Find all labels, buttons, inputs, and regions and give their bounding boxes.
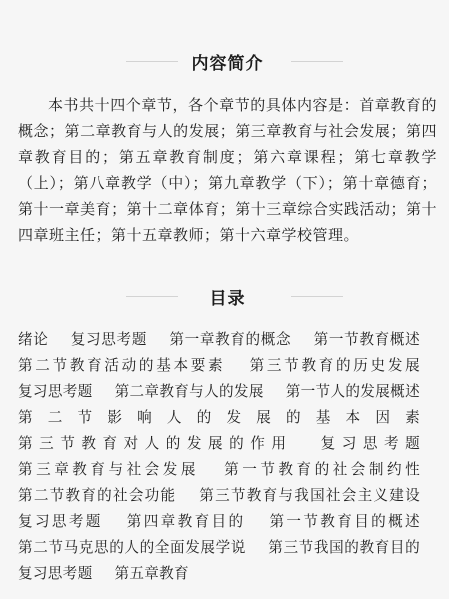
divider-line-right: [291, 61, 343, 62]
toc-entry[interactable]: 第三节教育的历史发展: [249, 357, 420, 374]
toc-entry[interactable]: 复习思考题: [18, 565, 93, 582]
toc-entry[interactable]: 复习思考题: [320, 435, 420, 452]
divider-line-left: [126, 61, 178, 62]
toc-entry[interactable]: 复习思考题: [18, 513, 103, 530]
toc-entry[interactable]: 第二节教育的社会功能: [18, 487, 177, 504]
toc-entry[interactable]: 第三节教育对人的发展的作用: [18, 435, 293, 452]
divider-line-right: [291, 296, 343, 297]
toc-entry[interactable]: 第二章教育与人的发展: [114, 383, 264, 400]
toc-entry[interactable]: 第三章教育与社会发展: [18, 461, 199, 478]
toc-entry[interactable]: 第四章教育目的: [126, 513, 246, 530]
toc-entry[interactable]: 第一节教育概述: [313, 331, 420, 348]
toc-entry[interactable]: 第三节我国的教育目的: [268, 539, 420, 556]
toc-entry[interactable]: 第二节教育活动的基本要素: [18, 357, 226, 374]
toc-entry[interactable]: 第二节影响人的发展的基本因素: [18, 409, 420, 426]
toc-entry[interactable]: 复习思考题: [18, 383, 93, 400]
toc-entry[interactable]: 第一章教育的概念: [169, 331, 292, 348]
intro-section-header: [18, 49, 437, 73]
toc-entry[interactable]: 第五章教育: [114, 565, 189, 582]
toc-section-header: [18, 284, 437, 308]
page-edge: [449, 0, 465, 599]
intro-title: 内容简介: [191, 53, 264, 74]
toc-entry[interactable]: 绪论: [18, 331, 49, 348]
intro-text: 本书共十四个章节，各个章节的具体内容是：首章教育的概念；第二章教育与人的发展；第三章教育与社会发展；第四章教育目的；第五章教育制度；第六章课程；第七章教学（上）；第八章教学（中）；第九章教学（下）；第十章德育；第十一章美育；第十二章体育；第十三章综合实践活动；第十四章班主任；第十五章教师；第十六章学校管理。: [18, 96, 437, 244]
toc-entry[interactable]: 第一节人的发展概述: [285, 383, 420, 400]
toc-entry[interactable]: 第二节马克思的人的全面发展学说: [18, 539, 247, 556]
toc-entry[interactable]: 第三节教育与我国社会主义建设: [199, 487, 420, 504]
toc-entry[interactable]: 第一节教育目的概述: [269, 513, 420, 530]
toc-entry[interactable]: 复习思考题: [70, 331, 148, 348]
toc-entry[interactable]: 第一节教育的社会制约性: [224, 461, 420, 478]
toc-title: 目录: [209, 288, 246, 309]
toc-list: [18, 327, 437, 587]
divider-line-left: [126, 296, 178, 297]
